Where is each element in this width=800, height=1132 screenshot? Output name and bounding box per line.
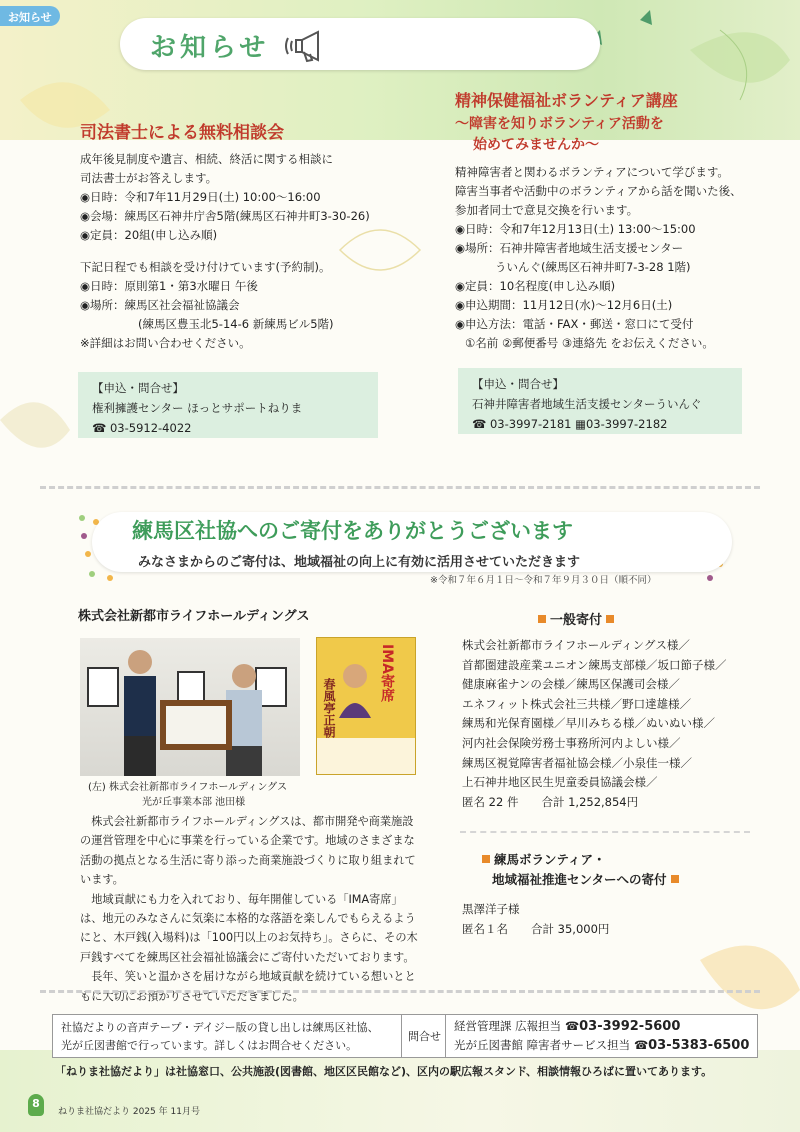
volunteer-contact-box	[458, 368, 742, 434]
square-marker-icon	[671, 875, 679, 883]
page-number: 8	[28, 1094, 44, 1116]
phone-icon: ☎	[472, 417, 490, 431]
inquiry-pr-label: 経営管理課 広報担当	[454, 1019, 562, 1033]
page-title: お知らせ	[150, 33, 270, 63]
legal-consult-extra: 下記日程でも相談を受け付けています(予約制)。 ◉日時：原則第1・第3水曜日 午後 ◉場所：練馬区社会福祉協議会 (練馬区豊玉北5-14-6 新練馬ビル5階) ※詳細はお問い合わせください。	[80, 260, 334, 350]
general-donor-list: 株式会社新都市ライフホールディングス様／ 首都圏建設産業ユニオン練馬支部様／坂口節子様／ 健康麻雀ナンの会様／練馬区保護司会様／ エネフィット株式会社三共様／野口達雄様／ 練馬和光保育園様／早川みちる様／ぬいぬい様／ 河内社会保険労務士事務所河内よしい様／ 練馬区視覚障害者福祉協会様／小泉佳一様／ 上石神井地区民生児童委員協議会様／ 匿名 22 件 合計 1,252,854円	[462, 638, 727, 809]
phone-icon: ☎	[92, 421, 110, 435]
legal-consult-title: 司法書士による無料相談会	[80, 123, 284, 143]
square-marker-icon	[606, 615, 614, 623]
contact-label: 【申込・問合せ】	[472, 377, 564, 391]
inquiry-library-label: 光が丘図書館 障害者サービス担当	[454, 1038, 631, 1052]
donation-period: ※令和７年６月１日〜令和７年９月３０日（順不同）	[430, 575, 657, 586]
volunteer-details: 精神障害者と関わるボランティアについて学びます。 障害当事者や活動中のボランティアから話を聞いた後、 参加者同士で意見交換を行います。 ◉日時：令和7年12月13日(土) 13:00〜15:00 ◉場所：石神井障害者地域生活支援センター ういんぐ(練馬区石神井町7-3-28 1階) ◉定員：10名程度(申し込み順) ◉申込期間：11月12日(水)〜12月6日(土) ◉申込方法：電話・FAX・郵送・窓口にて受付 ①名前 ②郵便番号 ③連絡先 をお伝えください。	[455, 165, 742, 350]
phone-icon: ☎	[564, 1019, 580, 1033]
distribution-notice: 「ねりま社協だより」は社協窓口、公共施設(図書館、地区区民館など)、区内の駅広報スタンド、相談情報ひろばに置いてあります。	[55, 1065, 713, 1078]
donation-thanks-subtitle: みなさまからのご寄付は、地域福祉の向上に有効に活用させていただきます	[138, 555, 581, 570]
legal-consult-details: 成年後見制度や遺言、相続、終活に関する相談に 司法書士がお答えします。 ◉日時：令和7年11月29日(土) 10:00〜16:00 ◉会場：練馬区石神井庁舎5階(練馬区石神井町3-30-26) ◉定員：20組(申し込み順)	[80, 152, 370, 242]
company-heading: 株式会社新都市ライフホールディングス	[78, 609, 310, 624]
contact-org: 権利擁護センター ほっとサポートねりま	[92, 401, 303, 415]
section-tab: お知らせ	[0, 6, 60, 26]
volunteer-subtitle-2: 始めてみませんか〜	[473, 137, 599, 153]
volunteer-center-donation-heading: 練馬ボランティア・ 地域福祉推進センターへの寄付	[478, 850, 683, 890]
phone-icon: ☎	[633, 1038, 649, 1052]
volunteer-subtitle-1: 〜障害を知りボランティア活動を	[455, 116, 664, 132]
fax-icon: ▦	[575, 417, 586, 431]
company-description: 株式会社新都市ライフホールディングスは、都市開発や商業施設の運営管理を中心に事業を行っている企業です。地域のさまざまな活動の拠点となる生活に寄り添った商業施設づくりに取り組まれています。 地域貢献にも力を入れており、毎年開催している「IMA寄席」は、地元のみなさんに気楽に本格的な落語を楽しんでもらえるようにと、木戸銭(入場料)は「100円以上のお気持ち」。さらに、その木戸銭すべてを練馬区社会福祉協議会にご寄付いただいております。 長年、笑いと温かさを届けながら地域貢献を続けている想いとともに大切にお預かりさせていただきました。	[80, 815, 418, 1003]
square-marker-icon	[482, 855, 490, 863]
general-donation-heading: 一般寄付	[534, 609, 618, 628]
megaphone-icon	[284, 26, 340, 66]
audio-version-notice: 社協だよりの音声テープ・デイジー版の貸し出しは練馬区社協、 光が丘図書館で行っています。詳しくはお問合せください。	[52, 1014, 402, 1058]
square-marker-icon	[538, 615, 546, 623]
volunteer-course-title: 精神保健福祉ボランティア講座	[455, 91, 678, 110]
issue-label: ねりま社協だより 2025 年 11月号	[58, 1107, 200, 1117]
divider	[40, 990, 760, 993]
inquiry-box	[402, 1014, 758, 1058]
inquiry-pr-tel: 03-3992-5600	[579, 1019, 681, 1034]
volunteer-center-donor-list: 黒澤洋子様 匿名１名 合計 35,000円	[462, 902, 610, 936]
contact-label: 【申込・問合せ】	[92, 381, 184, 395]
divider	[460, 831, 750, 833]
photo-caption: (左) 株式会社新都市ライフホールディングス 光が丘事業本部 池田様	[88, 782, 288, 808]
contact-org: 石神井障害者地域生活支援センターういんぐ	[472, 397, 702, 411]
contact-tel: 03-3997-2181	[489, 417, 572, 431]
inquiry-label: 問合せ	[402, 1015, 446, 1057]
contact-tel: 03-5912-4022	[109, 421, 192, 435]
donation-thanks-title: 練馬区社協へのご寄付をありがとうございます	[132, 519, 573, 543]
inquiry-library-tel: 03-5383-6500	[648, 1038, 750, 1053]
legal-contact-box	[78, 372, 378, 438]
presentation-photo	[80, 638, 300, 776]
event-poster: IMA寄席 春風亭正朝	[316, 637, 416, 775]
contact-fax: 03-3997-2182	[585, 417, 668, 431]
divider	[40, 486, 760, 489]
